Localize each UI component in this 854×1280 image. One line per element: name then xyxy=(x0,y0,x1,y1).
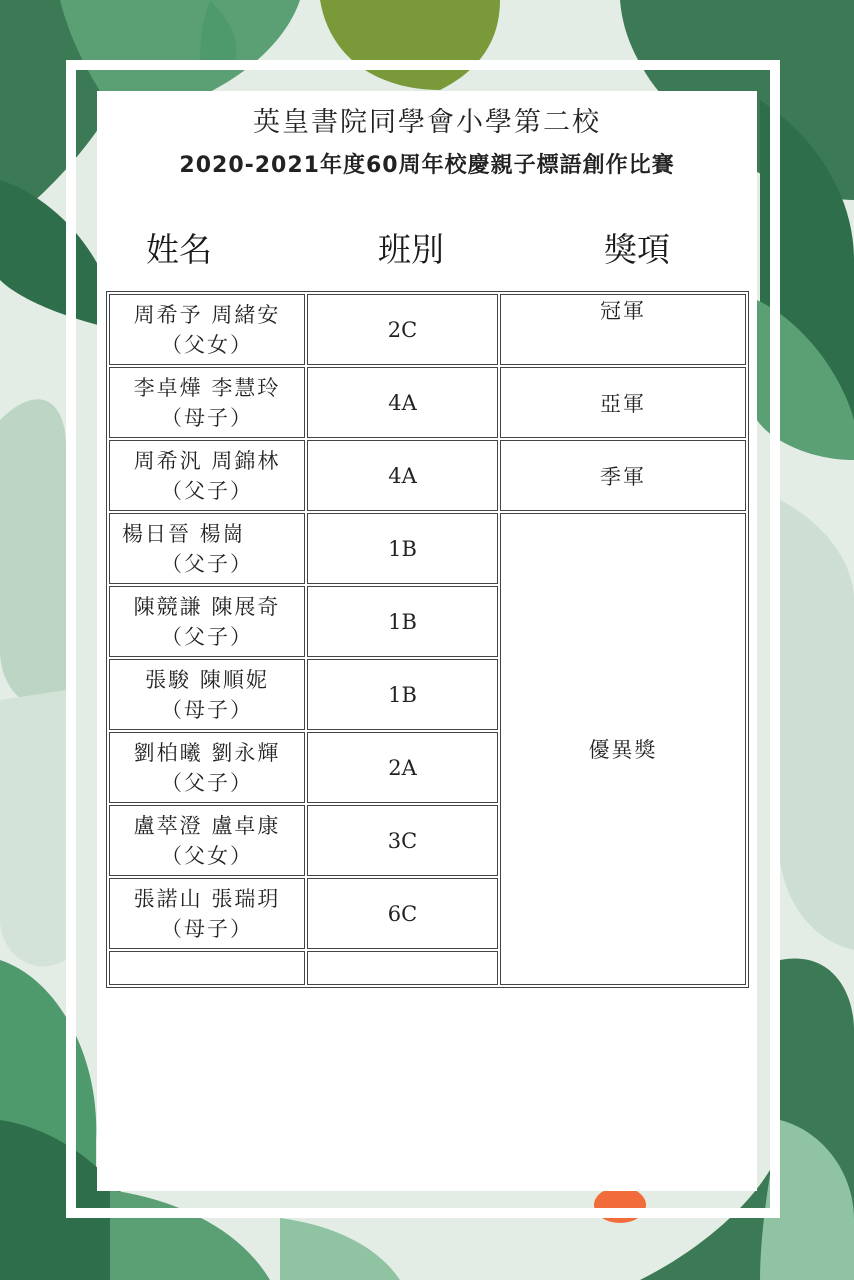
class-cell: 4A xyxy=(307,440,498,511)
name-cell xyxy=(109,878,305,949)
empty-cell xyxy=(307,951,498,985)
name-cell xyxy=(109,586,305,657)
empty-cell xyxy=(109,951,305,985)
name-cell xyxy=(109,805,305,876)
name-cell xyxy=(109,367,305,438)
merit-award-cell: 優異獎 xyxy=(500,513,746,985)
relation-label: （父子） xyxy=(161,625,253,649)
participant-names: 劉柏曦 劉永輝 xyxy=(133,741,281,765)
relation-label: （父女） xyxy=(161,333,253,357)
class-cell: 3C xyxy=(307,805,498,876)
relation-label: （父子） xyxy=(161,479,253,503)
relation-label: （父子） xyxy=(161,552,253,576)
relation-label: （母子） xyxy=(161,406,253,430)
participant-names: 楊日晉 楊崗 xyxy=(122,522,246,546)
table-row xyxy=(109,440,746,511)
table-row xyxy=(109,367,746,438)
name-cell xyxy=(109,659,305,730)
award-cell: 冠軍 xyxy=(500,294,746,365)
competition-title: 2020-2021年度60周年校慶親子標語創作比賽 xyxy=(179,153,675,178)
name-cell xyxy=(109,294,305,365)
header-name: 姓名 xyxy=(146,230,212,269)
name-cell xyxy=(109,440,305,511)
participant-names: 張諾山 張瑞玥 xyxy=(133,887,281,911)
name-cell xyxy=(109,513,305,584)
table-row xyxy=(109,513,746,584)
class-cell: 6C xyxy=(307,878,498,949)
class-cell: 1B xyxy=(307,513,498,584)
class-cell: 1B xyxy=(307,659,498,730)
relation-label: （母子） xyxy=(161,698,253,722)
relation-label: （母子） xyxy=(161,917,253,941)
participant-names: 張駿 陳順妮 xyxy=(145,668,269,692)
participant-names: 李卓燁 李慧玲 xyxy=(133,376,281,400)
class-cell: 1B xyxy=(307,586,498,657)
relation-label: （父女） xyxy=(161,844,253,868)
class-cell: 2C xyxy=(307,294,498,365)
header-award: 獎項 xyxy=(604,230,670,269)
table-row xyxy=(109,294,746,365)
school-title: 英皇書院同學會小學第二校 xyxy=(253,107,601,138)
award-cell: 亞軍 xyxy=(500,367,746,438)
header-class: 班別 xyxy=(378,230,444,269)
name-cell xyxy=(109,732,305,803)
participant-names: 周希予 周緒安 xyxy=(133,303,281,327)
participant-names: 周希汎 周錦林 xyxy=(133,449,281,473)
award-cell: 季軍 xyxy=(500,440,746,511)
participant-names: 盧萃澄 盧卓康 xyxy=(133,814,281,838)
class-cell: 2A xyxy=(307,732,498,803)
relation-label: （父子） xyxy=(161,771,253,795)
awards-table xyxy=(106,291,749,988)
participant-names: 陳競謙 陳展奇 xyxy=(133,595,281,619)
class-cell: 4A xyxy=(307,367,498,438)
